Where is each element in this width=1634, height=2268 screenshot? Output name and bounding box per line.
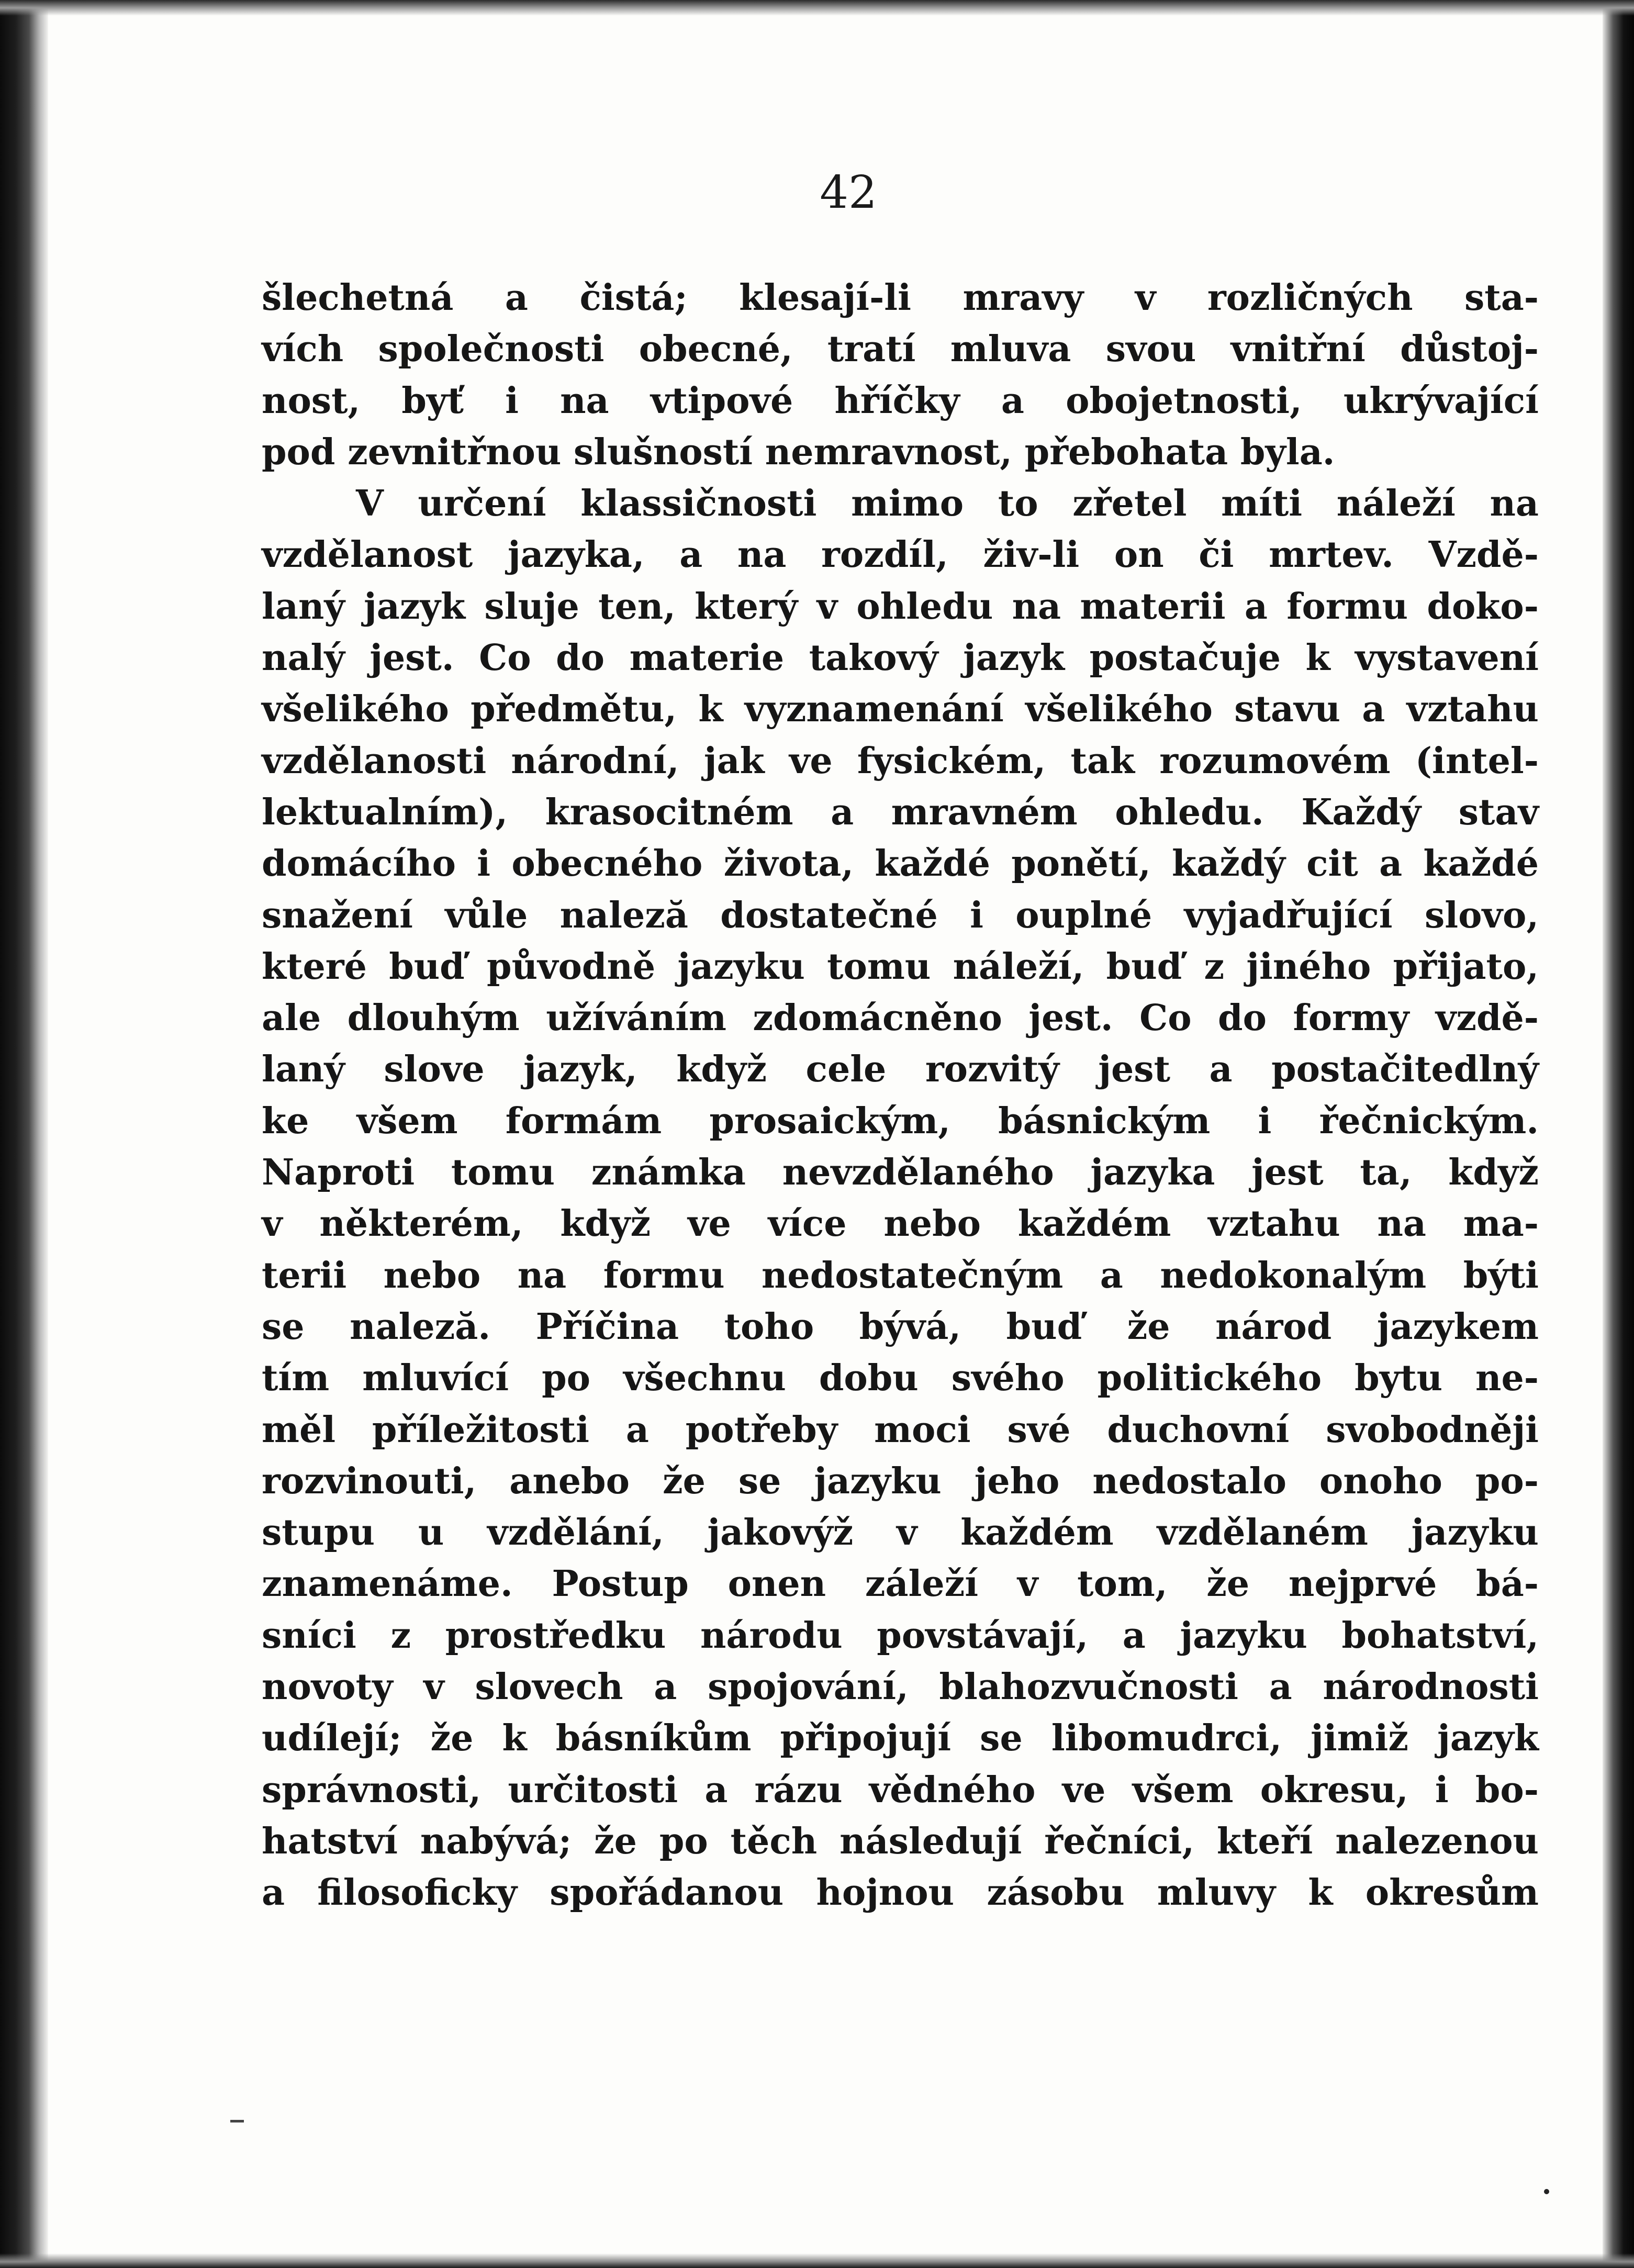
text-line: vzdělanost jazyka, a na rozdíl, živ-li on či mrtev. Vzdě- <box>262 534 1539 576</box>
text-line: V určení klassičnosti mimo to zřetel míti náleží na <box>356 483 1539 525</box>
text-line: tím mluvící po všechnu dobu svého politického bytu ne- <box>262 1357 1539 1400</box>
scan-shadow-right <box>1603 0 1634 2268</box>
text-line: laný jazyk sluje ten, který v ohledu na materii a formu doko- <box>262 585 1539 628</box>
text-line: stupu u vzdělání, jakovýž v každém vzdělaném jazyku <box>262 1512 1539 1554</box>
text-line: v některém, když ve více nebo každém vztahu na ma- <box>262 1203 1539 1245</box>
text-line: správnosti, určitosti a rázu vědného ve všem okresu, i bo- <box>262 1769 1539 1811</box>
scan-shadow-top <box>0 0 1634 16</box>
text-line: nalý jest. Co do materie takový jazyk postačuje k vystavení <box>262 637 1539 679</box>
scan-speck <box>230 2120 244 2122</box>
text-line: které buď původně jazyku tomu náleží, buď z jiného přijato, <box>262 945 1539 988</box>
text-line: Naproti tomu známka nevzdělaného jazyka jest ta, když <box>262 1152 1539 1194</box>
text-line: rozvinouti, anebo že se jazyku jeho nedostalo onoho po- <box>262 1460 1539 1502</box>
body-text <box>262 272 1539 1919</box>
text-line: měl příležitosti a potřeby moci své duchovní svobodněji <box>262 1409 1539 1451</box>
scan-shadow-bottom <box>0 2253 1634 2268</box>
scan-shadow-left <box>0 0 48 2268</box>
text-line: snažení vůle naleză dostatečné i ouplné vyjadřující slovo, <box>262 894 1539 936</box>
text-line: znamenáme. Postup onen záleží v tom, že nejprvé bá- <box>262 1563 1539 1605</box>
text-line: všelikého předmětu, k vyznamenání všelikého stavu a vztahu <box>262 688 1539 731</box>
text-line: vzdělanosti národní, jak ve fysickém, tak rozumovém (intel- <box>262 740 1539 782</box>
text-line: šlechetná a čistá; klesají-li mravy v rozličných sta- <box>262 277 1539 319</box>
text-line: lektualním), krasocitném a mravném ohledu. Každý stav <box>262 791 1539 833</box>
scan-speck <box>1544 2189 1549 2194</box>
text-line: udílejí; že k básníkům připojují se libomudrci, jimiž jazyk <box>262 1717 1539 1760</box>
text-line: sníci z prostředku národu povstávají, a jazyku bohatství, <box>262 1614 1539 1657</box>
text-line: laný slove jazyk, když cele rozvitý jest a postačitedlný <box>262 1048 1539 1091</box>
text-line: domácího i obecného života, každé ponětí, každý cit a každé <box>262 843 1539 885</box>
text-line: ke všem formám prosaickým, básnickým i řečnickým. <box>262 1100 1539 1142</box>
text-line: novoty v slovech a spojování, blahozvučnosti a národnosti <box>262 1666 1539 1708</box>
text-line: nost, byť i na vtipové hříčky a obojetnosti, ukrývající <box>262 379 1539 422</box>
text-line: a filosoficky spořádanou hojnou zásobu mluvy k okresům <box>262 1872 1539 1914</box>
text-line: terii nebo na formu nedostatečným a nedokonalým býti <box>262 1254 1539 1297</box>
page-number: 42 <box>820 166 877 219</box>
text-line: pod zevnitřnou slušností nemravnost, přebohata byla. <box>262 431 1335 473</box>
text-line: vích společnosti obecné, tratí mluva svou vnitřní důstoj- <box>262 328 1539 371</box>
text-line: hatství nabývá; že po těch následují řečníci, kteří nalezenou <box>262 1820 1539 1862</box>
text-line: se naleză. Příčina toho bývá, buď že národ jazykem <box>262 1305 1539 1348</box>
text-line: ale dlouhým užíváním zdomácněno jest. Co do formy vzdě- <box>262 997 1539 1040</box>
